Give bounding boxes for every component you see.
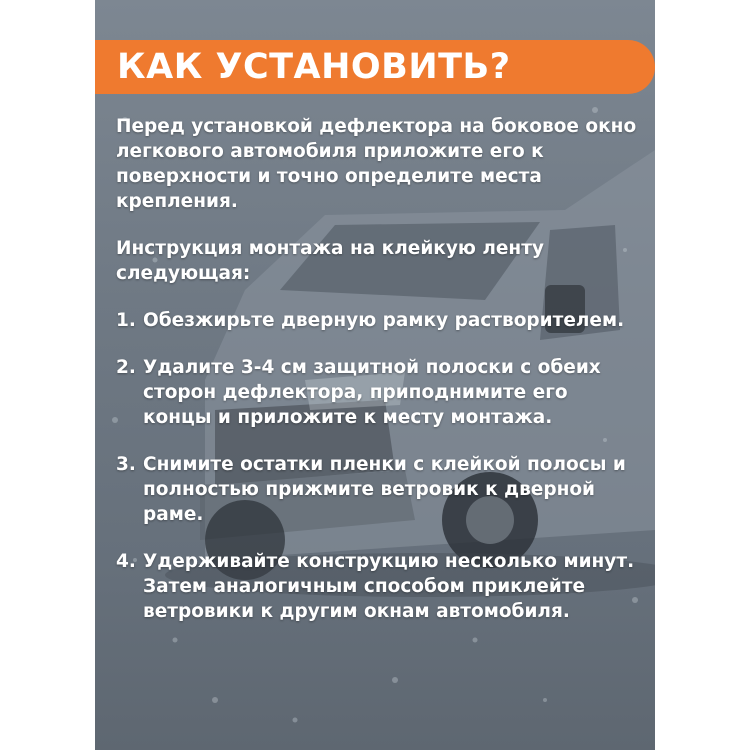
step-number: 3. bbox=[116, 454, 136, 475]
step-number: 1. bbox=[116, 310, 136, 331]
instruction-card bbox=[95, 0, 655, 750]
step-item bbox=[116, 452, 641, 527]
step-item bbox=[116, 308, 641, 333]
step-text: Обезжирьте дверную рамку растворителем. bbox=[143, 310, 625, 331]
step-text: Удалите 3-4 см защитной полоски с обеих сторон дефлектора, приподнимите его концы и приложите к месту монтажа. bbox=[143, 357, 601, 428]
step-number: 4. bbox=[116, 551, 136, 572]
step-item bbox=[116, 355, 641, 430]
step-text: Удерживайте конструкцию несколько минут. Затем аналогичным способом приклейте ветровики к другим окнам автомобиля. bbox=[143, 551, 635, 622]
page-title: КАК УСТАНОВИТЬ? bbox=[117, 47, 511, 87]
instruction-heading: Инструкция монтажа на клейкую ленту следующая: bbox=[116, 238, 544, 284]
step-number: 2. bbox=[116, 357, 136, 378]
instruction-content bbox=[116, 114, 641, 646]
step-item bbox=[116, 549, 641, 624]
title-banner bbox=[95, 40, 655, 94]
intro-paragraph: Перед установкой дефлектора на боковое окно легкового автомобиля приложите его к поверхности и точно определите места крепления. bbox=[116, 116, 637, 212]
steps-list bbox=[116, 308, 641, 624]
step-text: Снимите остатки пленки с клейкой полосы и полностью прижмите ветровик к дверной раме. bbox=[143, 454, 626, 525]
